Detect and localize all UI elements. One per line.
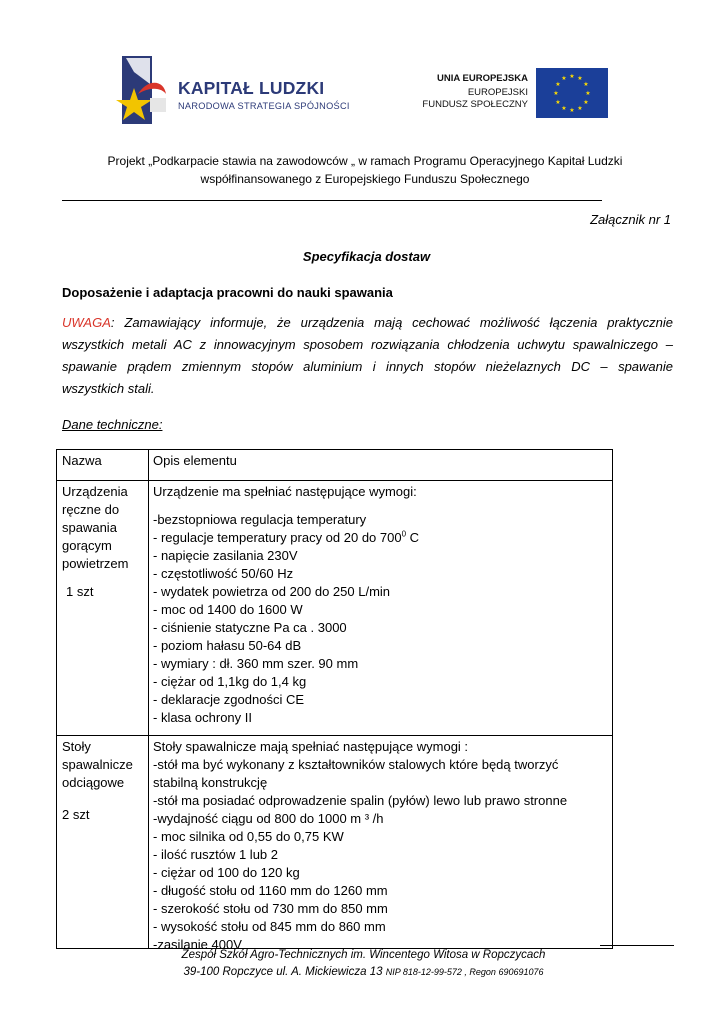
- warning-line: wszystkich metali AC z innowacyjnym sposobem rozwiązania chłodzenia uchwytu spawalniczego –: [62, 337, 673, 352]
- spec-item: - wymiary : dł. 360 mm szer. 90 mm: [153, 656, 359, 671]
- svg-text:★: ★: [561, 75, 567, 82]
- description-intro: Urządzenie ma spełniać następujące wymogi:: [153, 484, 417, 499]
- name-line: ręczne do: [62, 502, 120, 517]
- svg-text:★: ★: [555, 81, 561, 88]
- project-line-2: współfinansowanego z Europejskiego Funduszu Społecznego: [200, 172, 530, 186]
- spec-item: -bezstopniowa regulacja temperatury: [153, 512, 367, 527]
- header-cell-name: Nazwa: [57, 450, 149, 480]
- footer-address: 39-100 Ropczyce ul. A. Mickiewicza 13: [183, 966, 386, 978]
- svg-text:★: ★: [585, 90, 591, 97]
- annex-label: Załącznik nr 1: [590, 212, 671, 227]
- row-description-cell: [149, 481, 612, 735]
- spec-item: - długość stołu od 1160 mm do 1260 mm: [153, 883, 388, 898]
- name-line: odciągowe: [62, 775, 125, 790]
- svg-text:★: ★: [561, 105, 567, 112]
- row-name-cell: [57, 481, 149, 735]
- row-name-cell: [57, 736, 149, 948]
- header-divider: [62, 200, 602, 201]
- svg-text:★: ★: [569, 107, 575, 114]
- warning-line: spawanie prądem zmiennym stopów aluminium i innych stopów nieżelaznych DC – spawanie: [62, 359, 673, 374]
- spec-item: - deklaracje zgodności CE: [153, 692, 305, 707]
- name-line: Stoły: [62, 739, 91, 754]
- warning-paragraph: [62, 312, 673, 400]
- logo-subtitle: NARODOWA STRATEGIA SPÓJNOŚCI: [178, 101, 350, 111]
- row-description-cell: [149, 736, 612, 952]
- svg-text:★: ★: [577, 75, 583, 82]
- svg-text:★: ★: [555, 99, 561, 106]
- footer-registration: NIP 818-12-99-572 , Regon 690691076: [385, 967, 544, 977]
- spec-item: - ciśnienie statyczne Pa ca . 3000: [153, 620, 347, 635]
- svg-text:★: ★: [577, 105, 583, 112]
- eu-text-line2: EUROPEJSKI: [467, 87, 528, 98]
- name-line: spawania: [62, 520, 117, 535]
- spec-item: - ciężar od 1,1kg do 1,4 kg: [153, 674, 307, 689]
- spec-item: - regulacje temperatury pracy od 20 do $700^0$ C: [153, 529, 420, 545]
- spec-item: - ilość rusztów 1 lub 2: [153, 847, 278, 862]
- document-title: Specyfikacja dostaw: [302, 249, 431, 264]
- quantity: 1 szt: [66, 584, 94, 599]
- eu-flag-icon: [536, 68, 608, 118]
- logo-title: KAPITAŁ LUDZKI: [178, 78, 325, 98]
- eu-text-line1: UNIA EUROPEJSKA: [437, 73, 528, 84]
- spec-item: - ciężar od 100 do 120 kg: [153, 865, 300, 880]
- description-intro: Stoły spawalnicze mają spełniać następujące wymogi :: [153, 739, 469, 754]
- eu-text-line3: FUNDUSZ SPOŁECZNY: [422, 99, 528, 110]
- spec-item: -stół ma posiadać odprowadzenie spalin (pyłów) lewo lub prawo stronne: [153, 793, 568, 808]
- warning-label: UWAGA: [62, 315, 111, 330]
- name-line: powietrzem: [62, 556, 129, 571]
- document-subject: Doposażenie i adaptacja pracowni do nauki spawania: [62, 285, 393, 300]
- quantity: 2 szt: [62, 807, 90, 822]
- footer-line-1: Zespół Szkół Agro-Technicznych im. Wincentego Witosa w Ropczycach: [181, 949, 546, 961]
- spec-item: -zasilanie 400V: [153, 937, 242, 952]
- svg-text:★: ★: [583, 81, 589, 88]
- tech-data-heading: Dane techniczne:: [62, 417, 163, 432]
- spec-item: - poziom hałasu 50-64 dB: [153, 638, 302, 653]
- spec-table: [56, 449, 613, 952]
- spec-item: - klasa ochrony II: [153, 710, 252, 725]
- project-line-1: Projekt „Podkarpacie stawia na zawodowców „ w ramach Programu Operacyjnego Kapitał Ludzki: [107, 154, 623, 168]
- spec-item: - moc silnika od 0,55 do 0,75 KW: [153, 829, 344, 844]
- spec-item: - moc od 1400 do 1600 W: [153, 602, 303, 617]
- spec-item: - wydatek powietrza od 200 do 250 L/min: [153, 584, 391, 599]
- svg-text:★: ★: [569, 73, 575, 80]
- name-line: gorącym: [62, 538, 112, 553]
- spec-item: - wysokość stołu od 845 mm do 860 mm: [153, 919, 386, 934]
- spec-item: -wydajność ciągu od 800 do 1000 m ³ /h: [153, 811, 384, 826]
- spec-item: stabilną konstrukcję: [153, 775, 268, 790]
- svg-text:★: ★: [583, 99, 589, 106]
- spec-item: - napięcie zasilania 230V: [153, 548, 298, 563]
- spec-item: - szerokość stołu od 730 mm do 850 mm: [153, 901, 388, 916]
- header-cell-description: Opis elementu: [153, 453, 237, 468]
- footer-rule: [600, 945, 674, 946]
- table-header-row: [56, 449, 613, 480]
- warning-line: : Zamawiający informuje, że urządzenia mają cechować możliwość łączenia praktycznie: [110, 315, 673, 330]
- name-line: Urządzenia: [62, 484, 128, 499]
- name-line: spawalnicze: [62, 757, 133, 772]
- warning-line: wszystkich stali.: [62, 381, 155, 396]
- spec-item: -stół ma być wykonany z kształtowników stalowych które będą tworzyć: [153, 757, 559, 772]
- svg-text:★: ★: [553, 90, 559, 97]
- table-row: [56, 735, 613, 952]
- footer-line-2: [0, 966, 727, 978]
- table-row: [56, 480, 613, 735]
- spec-item: - częstotliwość 50/60 Hz: [153, 566, 294, 581]
